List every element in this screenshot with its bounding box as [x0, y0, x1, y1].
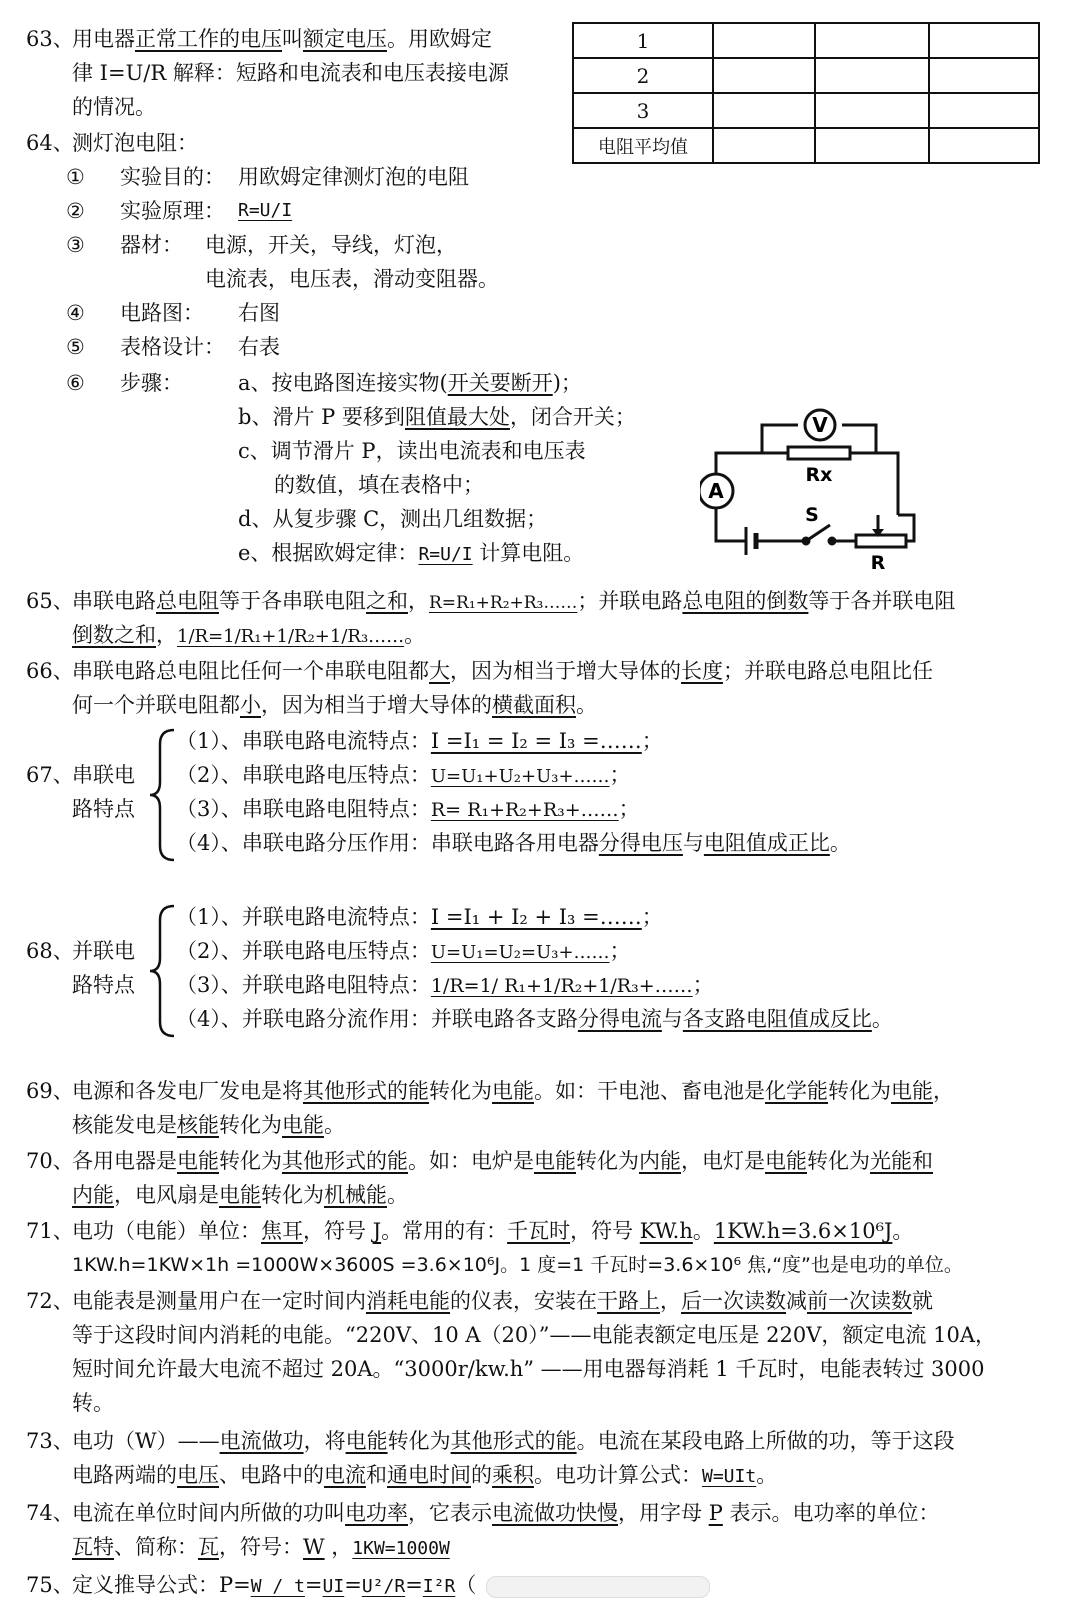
item-63-line-1 — [72, 22, 492, 56]
text: = — [405, 1573, 423, 1597]
item-75-line-1 — [72, 1568, 476, 1604]
text: 用电器 — [72, 27, 135, 51]
item-text: 电源，开关，导线，灯泡， — [205, 233, 457, 257]
item-number-69: 69、 — [26, 1079, 74, 1103]
table-row — [573, 58, 1039, 93]
item-label: 电路图： — [120, 301, 204, 325]
underlined-term: 其他形式的能 — [303, 1079, 429, 1103]
item-72-line-4: 转。 — [72, 1391, 114, 1415]
item-70-line-2 — [72, 1178, 408, 1212]
item-65-line-1 — [72, 584, 955, 620]
text: 。如：干电池、畜电池是 — [534, 1079, 765, 1103]
item-number-67: 67、 — [26, 763, 74, 787]
text: ； — [641, 905, 663, 929]
text: 串联电路总电阻比任何一个串联电阻都 — [72, 659, 429, 683]
item-74-line-1 — [72, 1496, 940, 1530]
series-item-1 — [176, 724, 663, 758]
underlined-term: 倒数之和 — [72, 623, 156, 647]
formula: U=U₁=U₂=U₃+…… — [430, 942, 610, 963]
text: 与 — [661, 1007, 683, 1031]
text: 电功（W）—— — [72, 1429, 220, 1453]
text: ，符号 — [303, 1219, 373, 1243]
underlined-term: 核能 — [177, 1113, 219, 1137]
rheostat-label: R — [870, 552, 886, 574]
item-63-line-3: 的情况。 — [72, 95, 156, 119]
text: 转化为 — [576, 1149, 639, 1173]
item-number-71: 71、 — [26, 1219, 74, 1243]
step-b — [238, 400, 636, 434]
circle-mark: ⑥ — [66, 371, 85, 395]
item-71-line-2: 1KW.h=1KW×1h =1000W×3600S =3.6×10⁶J。1 度=1 千瓦时=3.6×10⁶ 焦,“度”也是电功的单位。 — [72, 1254, 963, 1276]
item-66-line-2 — [72, 688, 597, 722]
text: ， — [933, 1079, 954, 1103]
underlined-term: 电流做功 — [219, 1429, 304, 1453]
text: 电流在单位时间内所做的功叫 — [72, 1501, 345, 1525]
underlined-term: 长度 — [681, 659, 723, 683]
formula: I =I₁ = I₂ = I₃ =…… — [430, 729, 642, 753]
underlined-term: 大 — [429, 659, 450, 683]
underlined-term: 内能 — [639, 1149, 681, 1173]
voltmeter-label: V — [812, 413, 828, 437]
wire — [716, 453, 788, 473]
text: ；并联电路 — [577, 589, 683, 613]
underlined-term: 千瓦时 — [507, 1219, 571, 1243]
underlined-term: P — [708, 1501, 723, 1525]
underlined-term: 阻值最大处 — [404, 405, 510, 429]
item-label: 实验目的： — [120, 165, 225, 189]
text: （4）、串联电路分压作用： — [176, 831, 431, 855]
underlined-term: 横截面积 — [492, 693, 576, 717]
text: ； — [641, 729, 663, 753]
text: = — [304, 1573, 323, 1597]
underlined-term: 电能 — [219, 1183, 261, 1207]
results-table — [572, 22, 1040, 164]
rx-label: Rx — [805, 464, 833, 486]
underlined-term: 小 — [240, 693, 261, 717]
text: 和 — [366, 1463, 387, 1487]
item-text-continued: 电流表，电压表，滑动变阻器。 — [205, 267, 499, 291]
text: 转化为 — [429, 1079, 492, 1103]
series-item-2 — [176, 758, 631, 794]
text: 。电流在某段电路上所做的功，等于这段 — [576, 1429, 955, 1453]
parallel-item-4 — [176, 1002, 893, 1036]
step-d: d、从复步骤 C，测出几组数据； — [238, 507, 548, 531]
item-label: 表格设计： — [120, 335, 225, 359]
item-74-line-2 — [72, 1530, 450, 1566]
table-cell — [815, 58, 929, 93]
underlined-term: 电能 — [534, 1149, 576, 1173]
table-cell — [713, 93, 815, 128]
item-label: 器材： — [120, 233, 183, 257]
text: 。电功计算公式： — [534, 1463, 702, 1487]
text: 表示。电功率的单位： — [722, 1501, 940, 1525]
text: 转化为 — [219, 1149, 282, 1173]
text: 的 — [471, 1463, 492, 1487]
table-cell — [713, 58, 815, 93]
item-64-title: 测灯泡电阻： — [72, 131, 198, 155]
formula: I =I₁ + I₂ + I₃ =…… — [430, 905, 642, 929]
text: 转化为 — [219, 1113, 282, 1137]
formula-wrap — [238, 194, 292, 228]
table-cell: 2 — [573, 58, 713, 93]
item-number-70: 70、 — [26, 1149, 74, 1173]
formula: R=U/I — [418, 544, 473, 565]
text: 核能发电是 — [72, 1113, 177, 1137]
item-label: 实验原理： — [120, 199, 225, 223]
text: )； — [552, 371, 582, 395]
underlined-term: 通电时间 — [387, 1463, 471, 1487]
group-label: 路特点 — [72, 973, 135, 997]
table-cell — [929, 128, 1039, 163]
text: 、简称： — [114, 1535, 198, 1559]
underlined-term: 后一次读数 — [681, 1289, 786, 1313]
text: 。用欧姆定 — [387, 27, 492, 51]
item-number-63: 63、 — [26, 27, 74, 51]
item-72-line-3: 短时间允许最大电流不超过 20A。“3000r/kw.h” ——用电器每消耗 1 千瓦时，电能表转过 3000 — [72, 1357, 985, 1381]
underlined-term: 总电阻的倒数 — [682, 589, 809, 613]
text: ，因为相当于增大导体的 — [261, 693, 492, 717]
text: 叫 — [282, 27, 303, 51]
formula: U²/R — [361, 1576, 406, 1597]
underlined-term: 电阻值成正比 — [703, 831, 830, 855]
table-cell: 电阻平均值 — [573, 128, 713, 163]
text: （1）、串联电路电流特点： — [176, 729, 431, 753]
text: （1）、并联电路电流特点： — [176, 905, 431, 929]
underlined-term: 光能和 — [870, 1149, 933, 1173]
item-70-line-1 — [72, 1144, 933, 1178]
group-label: 并联电 — [72, 939, 135, 963]
wire — [842, 425, 876, 453]
formula: 1KW.h=3.6×10⁶J — [713, 1219, 893, 1243]
underlined-term: 电流做功快慢 — [492, 1501, 618, 1525]
text: e、根据欧姆定律： — [238, 541, 419, 565]
text: 何一个并联电阻都 — [72, 693, 240, 717]
text: = — [344, 1573, 362, 1597]
text: ，用字母 — [618, 1501, 709, 1525]
text: 。 — [756, 1463, 778, 1487]
text: 电路两端的 — [72, 1463, 177, 1487]
circle-mark: ① — [66, 165, 85, 189]
table-cell: 1 — [573, 23, 713, 58]
text: 。 — [892, 1219, 914, 1243]
text: ，因为相当于增大导体的 — [450, 659, 681, 683]
table-row — [573, 93, 1039, 128]
text: ， — [408, 589, 429, 613]
text: 。常用的有： — [381, 1219, 508, 1243]
text: 与 — [682, 831, 704, 855]
circle-mark: ② — [66, 199, 85, 223]
text: 电功（电能）单位： — [72, 1219, 261, 1243]
item-69-line-1 — [72, 1074, 954, 1108]
item-65-line-2 — [72, 618, 425, 654]
text: ；并联电路总电阻比任 — [723, 659, 933, 683]
underlined-term: 瓦 — [198, 1535, 219, 1559]
formula: 1KW=1000W — [352, 1538, 450, 1559]
text: 。 — [404, 623, 426, 647]
circuit-diagram — [700, 405, 940, 585]
table-cell — [929, 58, 1039, 93]
text: a、按电路图连接实物( — [238, 371, 448, 395]
text: 电能表是测量用户在一定时间内 — [72, 1289, 366, 1313]
underlined-term: 电能 — [345, 1429, 388, 1453]
item-number-65: 65、 — [26, 589, 74, 613]
item-number-66: 66、 — [26, 659, 74, 683]
wire — [716, 509, 746, 541]
group-label: 路特点 — [72, 797, 135, 821]
formula: R=U/I — [238, 200, 293, 221]
formula: R= R₁+R₂+R₃+…… — [430, 799, 619, 821]
text: 就 — [912, 1289, 933, 1313]
item-63-line-2: 律 I=U/R 解释：短路和电流表和电压表接电源 — [72, 61, 509, 85]
group-label: 串联电 — [72, 763, 135, 787]
formula: W=UIt — [702, 1466, 757, 1487]
formula: 1/R=1/ R₁+1/R₂+1/R₃+…… — [430, 975, 693, 997]
underlined-term: 额定电压 — [303, 27, 387, 51]
rheostat-icon — [856, 535, 906, 547]
item-text: 用欧姆定律测灯泡的电阻 — [238, 165, 469, 189]
underlined-term: 机械能 — [324, 1183, 387, 1207]
item-number-75: 75、 — [26, 1573, 74, 1597]
underlined-term: 分得电流 — [577, 1007, 662, 1031]
step-c: c、调节滑片 P，读出电流表和电压表 — [238, 439, 586, 463]
item-71-line-1 — [72, 1214, 913, 1248]
text: ，符号 — [570, 1219, 640, 1243]
text: 电源和各发电厂发电是将 — [72, 1079, 303, 1103]
item-66-line-1 — [72, 654, 933, 688]
text: 转化为 — [387, 1429, 451, 1453]
table-row — [573, 23, 1039, 58]
parallel-item-3 — [176, 968, 714, 1003]
underlined-term: 电能 — [492, 1079, 534, 1103]
formula: U=U₁+U₂+U₃+…… — [430, 766, 610, 787]
table-cell — [815, 93, 929, 128]
item-number-74: 74、 — [26, 1501, 74, 1525]
item-number-72: 72、 — [26, 1289, 74, 1313]
underlined-term: 开关要断开 — [447, 371, 553, 395]
text: 。 — [324, 1113, 345, 1137]
text: 。 — [692, 1219, 714, 1243]
underlined-term: 电能 — [282, 1113, 324, 1137]
text: 、电路中的 — [219, 1463, 324, 1487]
text: 转化为 — [261, 1183, 324, 1207]
underlined-term: 化学能 — [765, 1079, 828, 1103]
text: b、滑片 P 要移到 — [238, 405, 405, 429]
item-number-68: 68、 — [26, 939, 74, 963]
item-text: 右图 — [238, 301, 280, 325]
wire — [762, 425, 798, 453]
left-brace-icon — [148, 904, 178, 1038]
underlined-term: 正常工作的电压 — [135, 27, 282, 51]
parallel-item-2 — [176, 934, 631, 970]
underlined-term: 总电阻 — [156, 589, 219, 613]
underlined-term: 电能 — [177, 1149, 219, 1173]
text: 各用电器是 — [72, 1149, 177, 1173]
underlined-term: 消耗电能 — [366, 1289, 450, 1313]
series-item-3 — [176, 792, 640, 827]
item-number-73: 73、 — [26, 1429, 74, 1453]
text: ，将 — [303, 1429, 346, 1453]
underlined-term: 其他形式的能 — [282, 1149, 408, 1173]
table-row — [573, 128, 1039, 163]
text: ， — [156, 623, 177, 647]
step-e — [238, 536, 584, 572]
text: 转化为 — [828, 1079, 891, 1103]
text: （2）、串联电路电压特点： — [176, 763, 431, 787]
underlined-term: 前一次读数 — [807, 1289, 912, 1313]
item-text: 右表 — [238, 335, 280, 359]
text: 并联电路各支路 — [430, 1007, 578, 1031]
formula: UI — [322, 1576, 345, 1597]
table-cell — [929, 93, 1039, 128]
table-cell — [929, 23, 1039, 58]
text: 。如：电炉是 — [408, 1149, 534, 1173]
underlined-term: 焦耳 — [261, 1219, 303, 1243]
item-72-line-2: 等于这段时间内消耗的电能。“220V、10 A（20）”——电能表额定电压是 220V，额定电流 10A， — [72, 1323, 996, 1347]
left-brace-icon — [148, 728, 178, 862]
text: （3）、并联电路电阻特点： — [176, 973, 431, 997]
text: 。 — [871, 1007, 893, 1031]
table-cell: 3 — [573, 93, 713, 128]
text: ，符号： — [219, 1535, 303, 1559]
item-73-line-2 — [72, 1458, 777, 1494]
underlined-term: 瓦特 — [72, 1535, 114, 1559]
formula: I²R — [422, 1576, 456, 1597]
item-69-line-2 — [72, 1108, 345, 1142]
underlined-term: 电能 — [765, 1149, 807, 1173]
text: 定义推导公式：P= — [72, 1573, 251, 1597]
text: 计算电阻。 — [472, 541, 585, 565]
underlined-term: 乘积 — [492, 1463, 534, 1487]
underlined-term: 之和 — [366, 589, 408, 613]
text: （2）、并联电路电压特点： — [176, 939, 431, 963]
text: 的仪表，安装在 — [450, 1289, 597, 1313]
text: 。 — [387, 1183, 408, 1207]
text: 串联电路 — [72, 589, 156, 613]
text: （ — [455, 1573, 477, 1597]
underlined-term: 内能 — [72, 1183, 114, 1207]
switch-label: S — [805, 504, 819, 526]
step-c-continued: 的数值，填在表格中； — [274, 473, 484, 497]
underlined-term: W — [303, 1535, 325, 1559]
ammeter-label: A — [708, 479, 724, 503]
text: （4）、并联电路分流作用： — [176, 1007, 431, 1031]
text: ， — [324, 1535, 353, 1559]
text: 等于各并联电阻 — [808, 589, 956, 613]
text: 转化为 — [807, 1149, 870, 1173]
text: （3）、串联电路电阻特点： — [176, 797, 431, 821]
circle-mark: ④ — [66, 301, 85, 325]
circle-mark: ③ — [66, 233, 85, 257]
underlined-term: KW.h — [639, 1219, 693, 1243]
text: ； — [609, 763, 631, 787]
text: ，电风扇是 — [114, 1183, 219, 1207]
underlined-term: 电流 — [324, 1463, 366, 1487]
item-73-line-1 — [72, 1424, 955, 1458]
text: ，闭合开关； — [509, 405, 636, 429]
underlined-term: 电能 — [891, 1079, 933, 1103]
formula: R=R₁+R₂+R₃…… — [429, 593, 578, 613]
text: 。 — [576, 693, 597, 717]
text: 。 — [829, 831, 851, 855]
text: ， — [660, 1289, 681, 1313]
wire — [850, 453, 898, 515]
table-cell — [815, 23, 929, 58]
underlined-term: 分得电压 — [598, 831, 683, 855]
circle-mark: ⑤ — [66, 335, 85, 359]
underlined-term: 电功率 — [345, 1501, 408, 1525]
underlined-term: 其他形式的能 — [450, 1429, 577, 1453]
item-label: 步骤： — [120, 371, 183, 395]
formula: W / t — [250, 1576, 305, 1597]
text: 减 — [786, 1289, 807, 1313]
underlined-term: 电压 — [177, 1463, 219, 1487]
text: ，电灯是 — [681, 1149, 765, 1173]
item-number-64: 64、 — [26, 131, 74, 155]
item-72-line-1 — [72, 1284, 933, 1318]
parallel-item-1 — [176, 900, 663, 934]
step-a — [238, 366, 582, 400]
formula: 1/R=1/R₁+1/R₂+1/R₃…… — [177, 626, 405, 647]
series-item-4 — [176, 826, 851, 860]
underlined-term: J — [372, 1219, 382, 1243]
text: 串联电路各用电器 — [430, 831, 599, 855]
table-cell — [713, 128, 815, 163]
text: ，它表示 — [408, 1501, 492, 1525]
underlined-term: 各支路电阻值成反比 — [682, 1007, 872, 1031]
text: ； — [609, 939, 631, 963]
resistor-rx-icon — [788, 447, 850, 459]
text: ； — [692, 973, 714, 997]
underlined-term: 干路上 — [597, 1289, 660, 1313]
table-cell — [713, 23, 815, 58]
text: 等于各串联电阻 — [219, 589, 366, 613]
text: ； — [618, 797, 640, 821]
obscured-overlay — [486, 1576, 710, 1598]
table-cell — [815, 128, 929, 163]
